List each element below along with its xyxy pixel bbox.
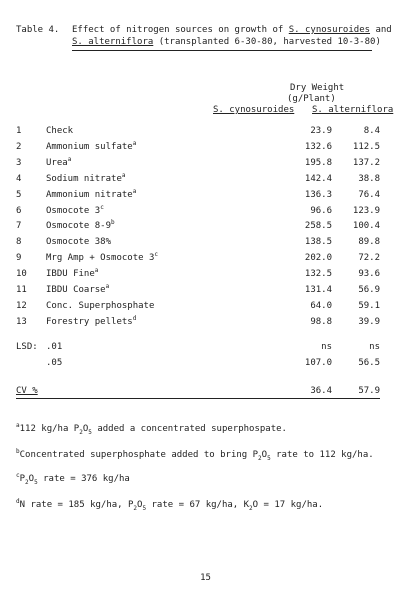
row-value-cynosuroides: 142.4 <box>304 174 332 184</box>
row-value-cynosuroides: 98.8 <box>310 317 332 327</box>
footnote-marker: c <box>100 204 104 211</box>
header-units: (g/Plant) <box>287 94 336 104</box>
row-value-alterniflora: 56.9 <box>358 285 380 295</box>
row-value-cynosuroides: 136.3 <box>304 190 332 200</box>
row-number: 9 <box>16 253 22 263</box>
row-treatment: Conc. Superphosphate <box>46 301 155 311</box>
lsd-05-cynosuroides: 107.0 <box>304 358 332 368</box>
row-treatment: Urea$^a$ <box>46 156 72 168</box>
lsd-level-01: .01 <box>46 342 63 352</box>
footnote-d: $^d$N rate = 185 kg/ha, $P_2O_5$ rate = 67 kg/ha, $K_2O = 17$ kg/ha. <box>16 498 324 512</box>
row-treatment: Sodium nitrate$^a$ <box>46 172 126 184</box>
row-value-alterniflora: 93.6 <box>358 269 380 279</box>
footnote-marker: b <box>111 219 115 226</box>
lsd-01-cynosuroides: ns <box>321 342 332 352</box>
row-number: 3 <box>16 158 22 168</box>
footnote-a: $^a$112 kg/ha $P_2O_5$ added a concentrated superphospate. <box>16 422 287 436</box>
bottom-rule <box>16 398 380 399</box>
lsd-05-alterniflora: 56.5 <box>358 358 380 368</box>
row-value-alterniflora: 38.8 <box>358 174 380 184</box>
row-value-cynosuroides: 132.5 <box>304 269 332 279</box>
row-number: 5 <box>16 190 22 200</box>
table-title-line2 <box>72 37 381 47</box>
footnote-marker: a <box>67 156 72 163</box>
page-number: 15 <box>200 573 211 583</box>
row-value-alterniflora: 8.4 <box>363 126 380 136</box>
title-text: Effect of nitrogen sources on growth of <box>72 25 289 35</box>
table-title-line1 <box>72 25 392 35</box>
footnote-marker: c <box>154 251 158 258</box>
row-number: 12 <box>16 301 27 311</box>
row-value-cynosuroides: 132.6 <box>304 142 332 152</box>
header-dry-weight: Dry Weight <box>290 83 345 93</box>
row-value-alterniflora: 100.4 <box>352 221 380 231</box>
title-species-1: S. cynosuroides <box>288 25 371 35</box>
row-value-cynosuroides: 131.4 <box>304 285 332 295</box>
header-col-alterniflora: S. alterniflora <box>312 105 394 115</box>
row-value-cynosuroides: 138.5 <box>304 237 332 247</box>
row-treatment: Check <box>46 126 74 136</box>
row-value-alterniflora: 39.9 <box>358 317 380 327</box>
row-value-alterniflora: 72.2 <box>358 253 380 263</box>
row-treatment: IBDU Coarse$^a$ <box>46 283 110 295</box>
row-value-cynosuroides: 96.6 <box>310 206 332 216</box>
row-value-cynosuroides: 258.5 <box>304 221 332 231</box>
row-number: 10 <box>16 269 27 279</box>
row-treatment: Osmocote 8-9$^b$ <box>46 219 115 231</box>
footnote-marker: a <box>121 172 126 179</box>
row-value-alterniflora: 76.4 <box>358 190 380 200</box>
row-number: 13 <box>16 317 27 327</box>
title-dates: (transplanted 6-30-80, harvested 10-3-80) <box>153 37 381 47</box>
title-species-2: S. alterniflora <box>72 37 154 47</box>
row-treatment: Ammonium nitrate$^a$ <box>46 188 137 200</box>
row-value-alterniflora: 137.2 <box>352 158 380 168</box>
row-value-alterniflora: 112.5 <box>352 142 380 152</box>
row-treatment: Mrg Amp + Osmocote 3$^c$ <box>46 251 158 263</box>
row-value-alterniflora: 123.9 <box>352 206 380 216</box>
cv-alterniflora: 57.9 <box>358 386 380 396</box>
row-number: 6 <box>16 206 22 216</box>
row-number: 8 <box>16 237 22 247</box>
cv-cynosuroides: 36.4 <box>310 386 332 396</box>
footnote-b: $^b$Concentrated superphosphate added to bring $P_2O_5$ rate to 112 kg/ha. <box>16 448 374 462</box>
row-number: 7 <box>16 221 22 231</box>
row-treatment: Osmocote 38% <box>46 237 112 247</box>
footnote-marker: a <box>132 140 137 147</box>
row-value-alterniflora: 89.8 <box>358 237 380 247</box>
footnote-marker: a <box>105 283 110 290</box>
row-treatment: Osmocote 3$^c$ <box>46 204 104 216</box>
row-number: 2 <box>16 142 22 152</box>
footnote-c: $^cP_2O_5$ rate = 376 kg/ha <box>16 472 130 486</box>
title-rule <box>72 50 372 51</box>
row-treatment: Ammonium sulfate$^a$ <box>46 140 137 152</box>
footnote-marker: a <box>94 267 99 274</box>
table-label: Table 4. <box>16 25 60 35</box>
lsd-label: LSD: <box>16 342 38 352</box>
row-value-cynosuroides: 64.0 <box>310 301 332 311</box>
row-number: 1 <box>16 126 22 136</box>
row-value-cynosuroides: 23.9 <box>310 126 332 136</box>
row-number: 11 <box>16 285 27 295</box>
title-text-and: and <box>370 25 392 35</box>
lsd-01-alterniflora: ns <box>369 342 380 352</box>
row-number: 4 <box>16 174 22 184</box>
row-value-alterniflora: 59.1 <box>358 301 380 311</box>
row-treatment: IBDU Fine$^a$ <box>46 267 99 279</box>
header-col-cynosuroides: S. cynosuroides <box>213 105 295 115</box>
lsd-level-05: .05 <box>46 358 63 368</box>
footnote-marker: a <box>132 188 137 195</box>
row-value-cynosuroides: 202.0 <box>304 253 332 263</box>
row-treatment: Forestry pellets$^d$ <box>46 315 137 327</box>
cv-label: CV % <box>16 386 38 396</box>
row-value-cynosuroides: 195.8 <box>304 158 332 168</box>
footnote-marker: d <box>132 315 137 322</box>
